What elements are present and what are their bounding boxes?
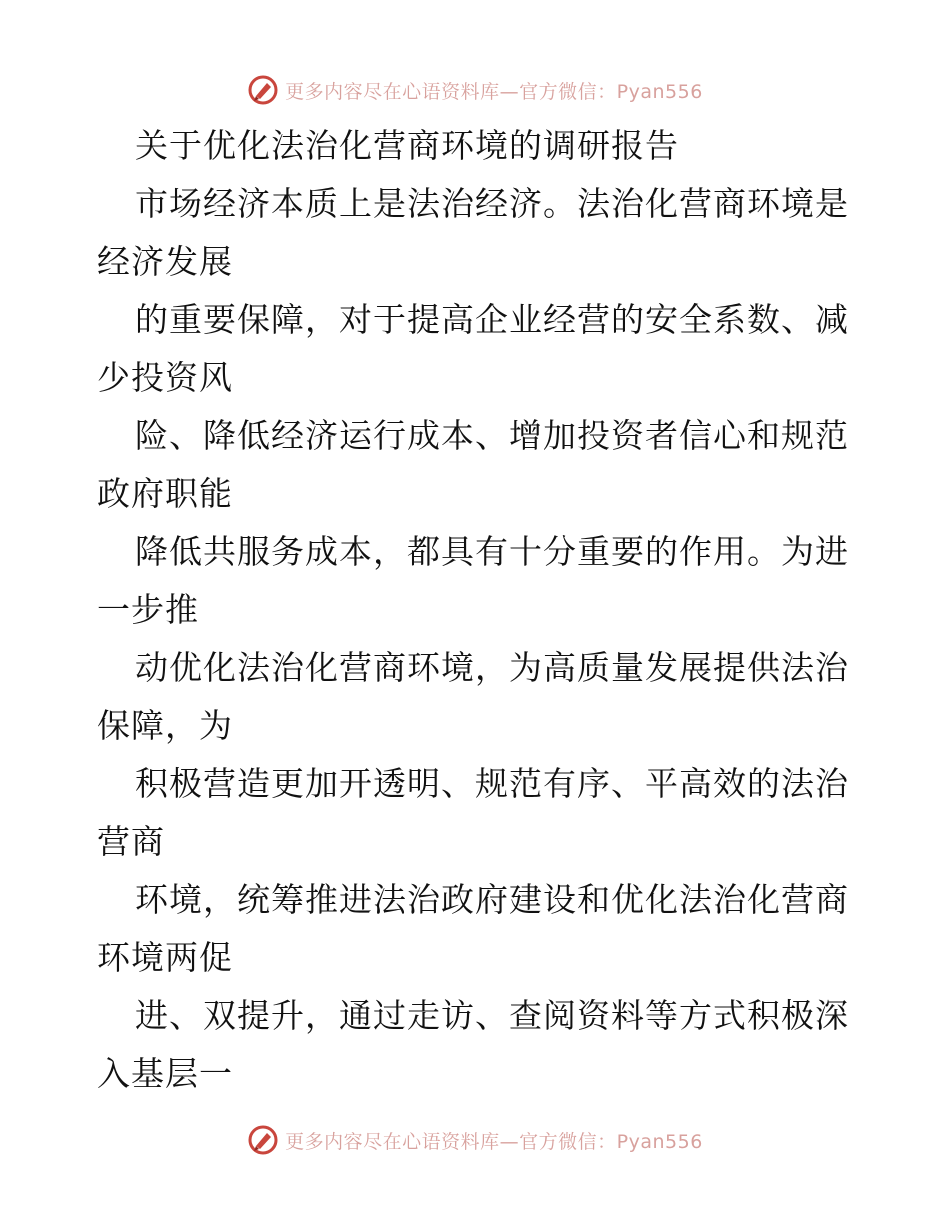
paragraph-line: 降低共服务成本，都具有十分重要的作用。为进	[135, 532, 849, 571]
paragraph-line: 进、双提升，通过走访、查阅资料等方式积极深	[135, 996, 849, 1035]
paragraph-line: 积极营造更加开透明、规范有序、平高效的法治	[135, 764, 849, 803]
paragraph-line: 环境两促	[97, 938, 233, 977]
paragraph-line: 入基层一	[97, 1054, 233, 1093]
header-watermark	[0, 70, 950, 110]
paragraph-line: 少投资风	[97, 358, 233, 397]
footer-watermark	[0, 1120, 950, 1160]
paragraph-line: 一步推	[97, 590, 199, 629]
document-body	[97, 117, 857, 1103]
paragraph-line: 市场经济本质上是法治经济。法治化营商环境是	[135, 184, 849, 223]
paragraph-line: 环境，统筹推进法治政府建设和优化法治化营商	[135, 880, 849, 919]
header-watermark-text: 更多内容尽在心语资料库—官方微信：Pyan556	[285, 80, 703, 103]
paragraph-line: 险、降低经济运行成本、增加投资者信心和规范	[135, 416, 849, 455]
paragraph-line: 保障，为	[97, 706, 233, 745]
paragraph-line: 动优化法治化营商环境，为高质量发展提供法治	[135, 648, 849, 687]
footer-watermark-text: 更多内容尽在心语资料库—官方微信：Pyan556	[285, 1130, 703, 1153]
paragraph-line: 政府职能	[97, 474, 233, 513]
paragraph-line: 的重要保障，对于提高企业经营的安全系数、减	[135, 300, 849, 339]
pen-logo-icon	[247, 1124, 279, 1156]
document-title: 关于优化法治化营商环境的调研报告	[135, 126, 679, 165]
paragraph-line: 营商	[97, 822, 165, 861]
paragraph-line: 经济发展	[97, 242, 233, 281]
pen-logo-icon	[247, 74, 279, 106]
